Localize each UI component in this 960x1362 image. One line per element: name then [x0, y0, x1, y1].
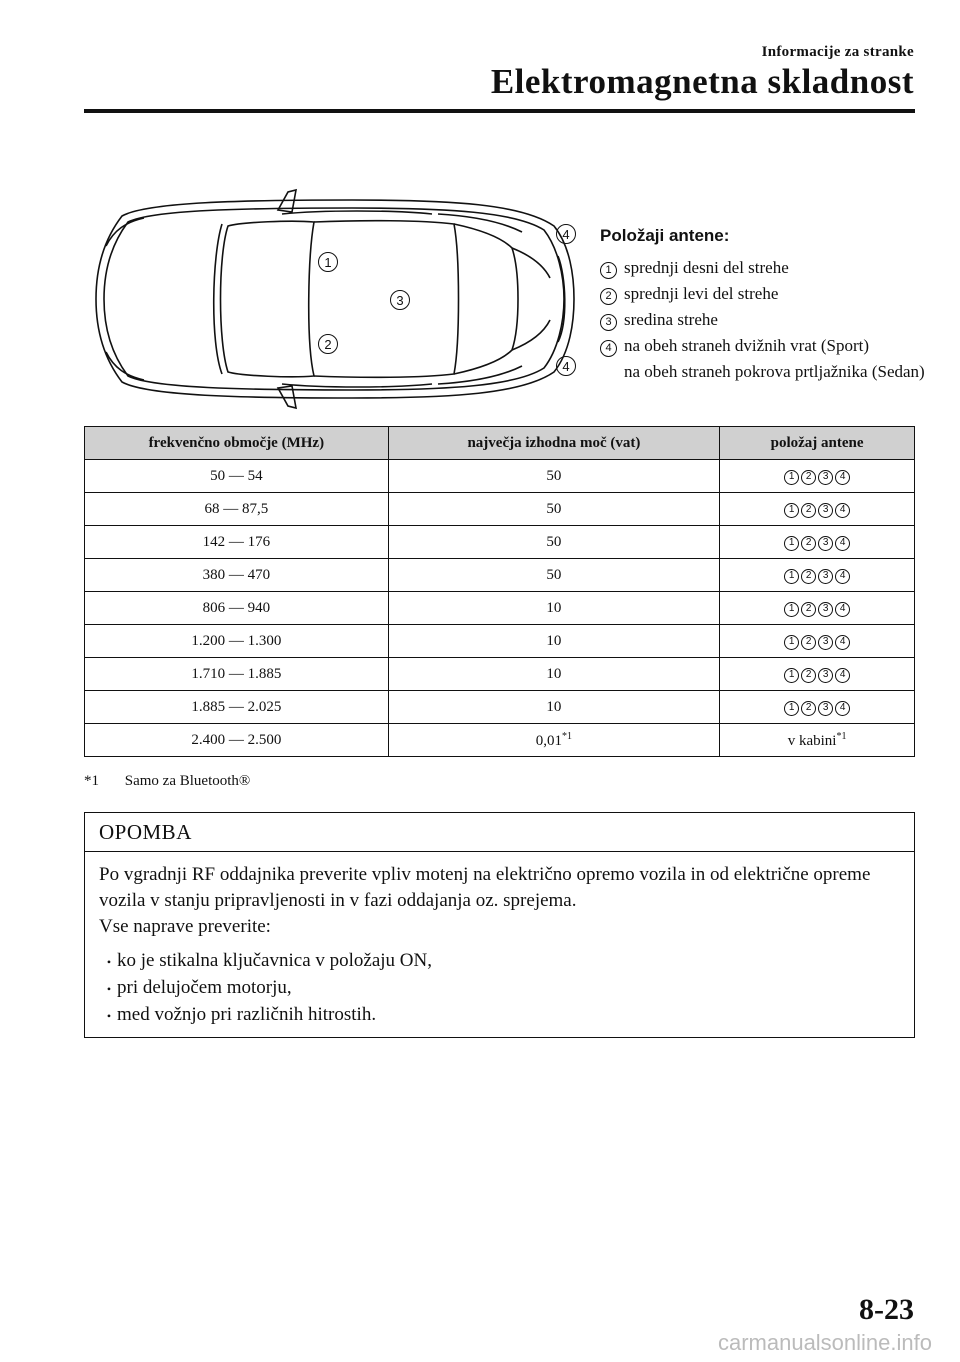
- range-cell: 806 — 940: [85, 592, 389, 625]
- footnote-mark: *1: [84, 773, 99, 789]
- figure-callout-4-bottom: 4: [556, 356, 579, 376]
- figure-callout-4-top: 4: [556, 224, 579, 244]
- legend-item: [600, 257, 930, 279]
- table-row: [85, 658, 915, 691]
- callout-number: 4: [600, 340, 617, 357]
- range-cell: 1.710 — 1.885: [85, 658, 389, 691]
- table-row: [85, 592, 915, 625]
- table-header-row: [85, 427, 915, 460]
- range-cell: 50 — 54: [85, 460, 389, 493]
- callout-number: 3: [600, 314, 617, 331]
- position-cell: 1 2 3 4: [720, 691, 915, 724]
- page-number: 8-23: [859, 1293, 914, 1326]
- note-title: OPOMBA: [85, 813, 914, 852]
- range-cell: 2.400 — 2.500: [85, 724, 389, 757]
- bullet-icon: •: [106, 955, 112, 969]
- range-cell: 1.200 — 1.300: [85, 625, 389, 658]
- power-cell: 50: [388, 526, 720, 559]
- power-cell: 0,01$^{*1}$: [388, 724, 720, 757]
- range-cell: 68 — 87,5: [85, 493, 389, 526]
- position-cell: 1 2 3 4: [720, 592, 915, 625]
- table-row: [85, 526, 915, 559]
- power-cell: 50: [388, 460, 720, 493]
- list-item: • ko je stikalna ključavnica v položaju ON,: [99, 948, 900, 975]
- figure-callout-1: 1: [318, 252, 341, 272]
- callout-number: 2: [600, 288, 617, 305]
- power-cell: 50: [388, 493, 720, 526]
- power-cell: 10: [388, 592, 720, 625]
- position-cell: 1 2 3 4: [720, 658, 915, 691]
- range-cell: 380 — 470: [85, 559, 389, 592]
- range-cell: 1.885 — 2.025: [85, 691, 389, 724]
- position-cell: 1 2 3 4: [720, 526, 915, 559]
- power-cell: 10: [388, 691, 720, 724]
- legend-title: Položaji antene:: [600, 226, 730, 245]
- legend-text: sprednji levi del strehe: [624, 284, 779, 303]
- callout-number: 1: [600, 262, 617, 279]
- list-item: • pri delujočem motorju,: [99, 975, 900, 1002]
- footnote: [84, 773, 250, 790]
- note-box: [84, 812, 915, 1038]
- frequency-table: [84, 426, 915, 757]
- antenna-legend: [600, 226, 930, 382]
- section-subtitle: Informacije za stranke: [761, 44, 914, 60]
- list-item: • med vožnjo pri različnih hitrostih.: [99, 1002, 900, 1029]
- legend-item: [600, 283, 930, 305]
- footnote-text: Samo za Bluetooth®: [124, 773, 251, 789]
- column-header: položaj antene: [720, 427, 915, 460]
- column-header: frekvenčno območje (MHz): [85, 427, 389, 460]
- note-intro: Vse naprave preverite:: [99, 916, 271, 937]
- power-cell: 50: [388, 559, 720, 592]
- bullet-icon: •: [106, 1009, 112, 1023]
- legend-extra-text: na obeh straneh pokrova prtljažnika (Sedan): [624, 362, 925, 381]
- footer-watermark: carmanualsonline.info: [717, 1330, 932, 1355]
- note-paragraph: Po vgradnji RF oddajnika preverite vpliv motenj na električno opremo vozila in od električne opreme vozila v stanju pripravljenosti in v fazi oddajanja oz. sprejema.: [99, 864, 871, 911]
- position-cell: 1 2 3 4: [720, 460, 915, 493]
- power-cell: 10: [388, 625, 720, 658]
- legend-item: [600, 309, 930, 331]
- figure-callout-3: 3: [390, 290, 413, 310]
- figure-callout-2: 2: [318, 334, 341, 354]
- table-row: [85, 559, 915, 592]
- table-row: [85, 493, 915, 526]
- table-row: [85, 691, 915, 724]
- table-row: [85, 625, 915, 658]
- position-cell: 1 2 3 4: [720, 625, 915, 658]
- bullet-icon: •: [106, 982, 112, 996]
- car-top-view-figure: [92, 186, 588, 412]
- header-rule: [84, 109, 915, 113]
- range-cell: 142 — 176: [85, 526, 389, 559]
- table-row: [85, 460, 915, 493]
- position-cell: 1 2 3 4: [720, 493, 915, 526]
- column-header: največja izhodna moč (vat): [388, 427, 720, 460]
- legend-text: sprednji desni del strehe: [624, 258, 789, 277]
- legend-text: na obeh straneh dvižnih vrat (Sport): [624, 336, 870, 355]
- table-row: [85, 724, 915, 757]
- position-cell: 1 2 3 4: [720, 559, 915, 592]
- legend-text: sredina strehe: [624, 310, 718, 329]
- position-cell: v kabini$^{*1}$: [720, 724, 915, 757]
- power-cell: 10: [388, 658, 720, 691]
- legend-item: [600, 335, 930, 357]
- page-title: Elektromagnetna skladnost: [490, 62, 914, 101]
